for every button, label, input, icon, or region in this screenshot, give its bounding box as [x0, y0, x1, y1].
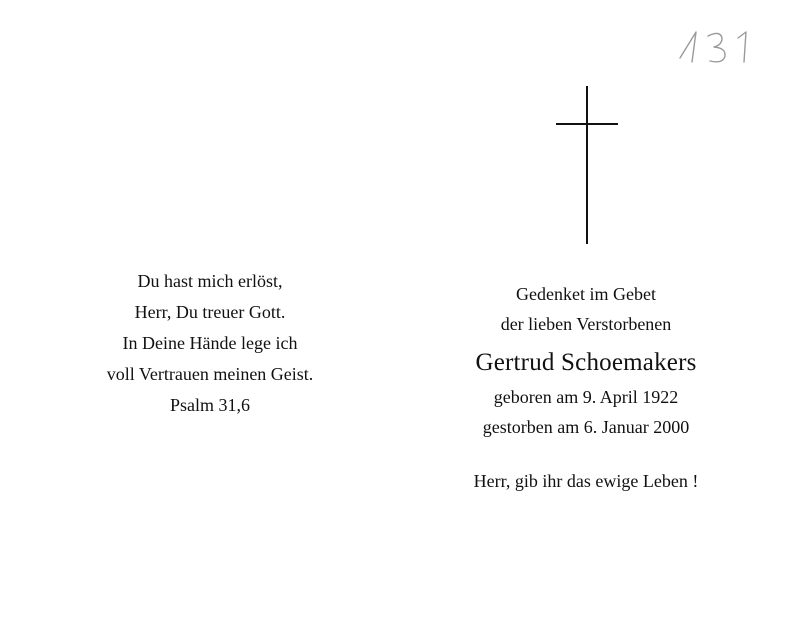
death-date: gestorben am 6. Januar 2000 [482, 417, 690, 437]
verse-line: Herr, Du treuer Gott. [134, 302, 286, 322]
cross-icon [556, 86, 618, 244]
intro-line: der lieben Verstorbenen [500, 314, 672, 334]
handwritten-number [672, 18, 762, 68]
verse-reference: Psalm 31,6 [169, 395, 250, 415]
deceased-name: Gertrud Schoemakers [475, 349, 697, 376]
birth-date: geboren am 9. April 1922 [493, 387, 679, 407]
intro-line: Gedenket im Gebet [516, 284, 656, 304]
verse-line: In Deine Hände lege ich [122, 333, 298, 353]
blessing-line: Herr, gib ihr das ewige Leben ! [473, 471, 699, 491]
verse-line: voll Vertrauen meinen Geist. [106, 364, 314, 384]
psalm-verse [60, 266, 360, 421]
remembrance-text [430, 279, 742, 496]
verse-line: Du hast mich erlöst, [137, 271, 283, 291]
